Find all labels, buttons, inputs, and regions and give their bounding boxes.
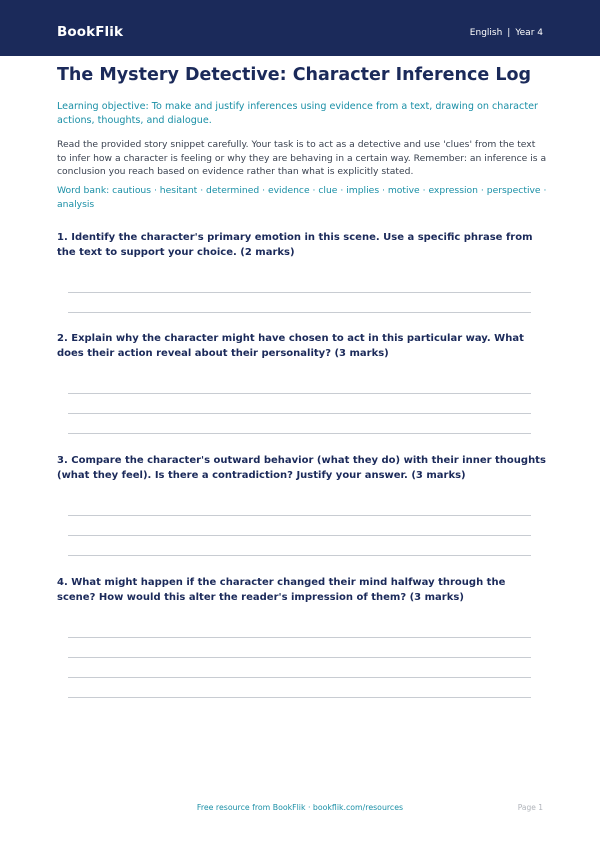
answer-line[interactable] [68,697,531,698]
year-label: Year 4 [515,28,543,38]
answer-line[interactable] [68,433,531,434]
answer-line[interactable] [68,555,531,556]
header-separator: | [507,28,511,38]
page-number: Page 1 [517,803,543,812]
intro-text: Read the provided story snippet carefully. Your task is to act as a detective and use 'clues' from the text to infer how a character is feeling or why they are behaving in a certain way. Remember: an inference is a conclusion you reach based on evidence rather than what is explicitly stated. [57,139,547,178]
learning-objective: Learning objective: To make and justify inferences using evidence from a text, drawing on character actions, thoughts, and dialogue. [57,101,538,126]
answer-line[interactable] [68,515,531,516]
page-title: The Mystery Detective: Character Inference Log [57,65,532,85]
answer-line[interactable] [68,393,531,394]
question-1: 1. Identify the character's primary emotion in this scene. Use a specific phrase from the text to support your choice. (2 marks) [57,232,533,258]
footer-link[interactable]: Free resource from BookFlik · bookflik.com/resources [196,803,404,812]
header-meta [470,28,543,38]
answer-line[interactable] [68,413,531,414]
question-4: 4. What might happen if the character changed their mind halfway through the scene? How would this alter the reader's impression of them? (3 marks) [57,577,506,603]
word-bank: Word bank: cautious · hesitant · determined · evidence · clue · implies · motive · expression · perspective · analysis [57,185,547,210]
answer-line[interactable] [68,677,531,678]
answer-line[interactable] [68,637,531,638]
answer-line[interactable] [68,657,531,658]
answer-line[interactable] [68,292,531,293]
question-2: 2. Explain why the character might have chosen to act in this particular way. What does their action reveal about their personality? (3 marks) [57,333,524,359]
answer-line[interactable] [68,312,531,313]
question-3: 3. Compare the character's outward behavior (what they do) with their inner thoughts (what they feel). Is there a contradiction? Justify your answer. (3 marks) [57,455,546,481]
header-bar [0,0,600,56]
subject-label: English [469,28,503,38]
brand-logo[interactable]: BookFlik [57,24,124,40]
answer-line[interactable] [68,535,531,536]
